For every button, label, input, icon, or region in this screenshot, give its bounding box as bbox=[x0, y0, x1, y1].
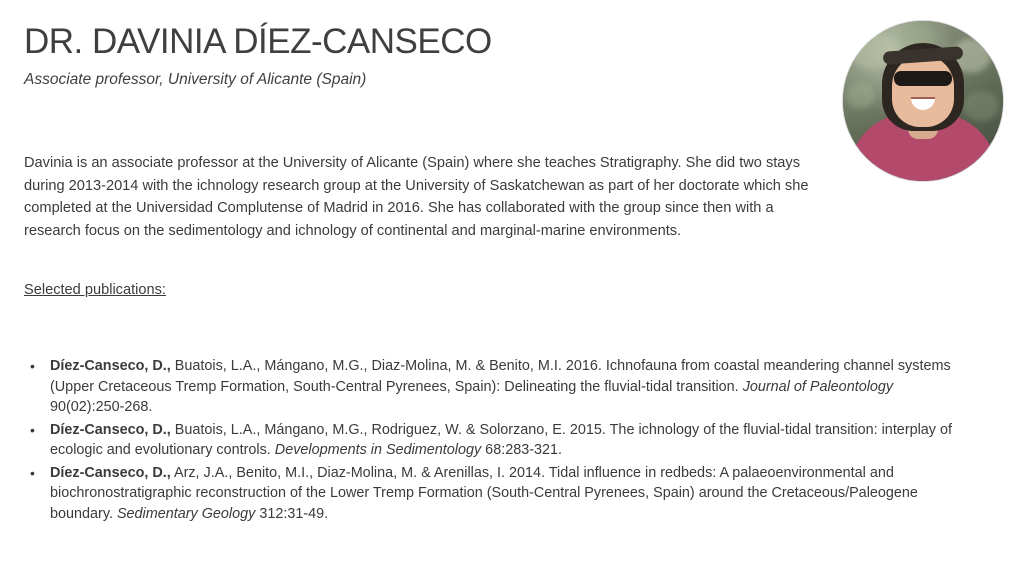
header bbox=[24, 22, 804, 90]
publication-authors: Díez-Canseco, D., bbox=[50, 421, 171, 438]
publication-pages: 312:31-49. bbox=[255, 505, 329, 522]
publication-pages: 90(02):250-268. bbox=[50, 399, 153, 415]
publication-text: Arz, J.A., Benito, M.I., Diaz-Molina, M. & Arenillas, I. 2014. Tidal influence in redbeds: A palaeoenvironmental and biochronostratigraphic reconstruction of the Lower Tremp Formation (South-Central Pyrenees, Spain) around the Cretaceous/Paleogene boundary. bbox=[50, 464, 918, 522]
foliage-speck bbox=[845, 83, 875, 109]
bullet-icon: • bbox=[30, 358, 35, 374]
sunglasses-icon bbox=[894, 71, 952, 86]
publication-authors: Díez-Canseco, D., bbox=[50, 464, 171, 481]
foliage-speck bbox=[963, 91, 999, 121]
list-item bbox=[24, 463, 969, 525]
list-item bbox=[24, 356, 969, 418]
publication-journal: Sedimentary Geology bbox=[116, 505, 256, 522]
publication-text: Buatois, L.A., Mángano, M.G., Diaz-Molina, M. & Benito, M.I. 2016. Ichnofauna from coastal meandering channel systems (Upper Cretaceous Tremp Formation, South-Central Pyrenees, Spain): Delineating the fluvial-tidal transition. bbox=[50, 358, 951, 395]
publications-heading: Selected publications: bbox=[24, 282, 166, 298]
bullet-icon: • bbox=[30, 464, 35, 481]
publication-text: Buatois, L.A., Mángano, M.G., Rodriguez, W. & Solorzano, E. 2015. The ichnology of the fluvial-tidal transition: interplay of ecologic and evolutionary controls. bbox=[50, 421, 953, 458]
publications-list bbox=[24, 356, 969, 526]
publication-journal: Journal of Paleontology bbox=[742, 378, 894, 395]
list-item bbox=[24, 420, 969, 461]
biography-text: Davinia is an associate professor at the University of Alicante (Spain) where she teaches Stratigraphy. She did two stays during 2013-2014 with the ichnology research group at the University of Saskatchewan as part of her doctorate which she completed at the Universidad Complutense of Madrid in 2016. She has collaborated with the group since then with a research focus on the sedimentology and ichnology of continental and marginal-marine environments. bbox=[24, 155, 809, 239]
publication-pages: 68:283-321. bbox=[481, 442, 563, 458]
bullet-icon: • bbox=[30, 421, 35, 438]
publication-authors: Díez-Canseco, D., bbox=[50, 358, 171, 374]
subtitle: Associate professor, University of Alicante (Spain) bbox=[24, 71, 367, 88]
portrait-face bbox=[892, 55, 954, 127]
avatar bbox=[843, 21, 1003, 181]
publication-journal: Developments in Sedimentology bbox=[274, 442, 482, 458]
page-title: DR. DAVINIA DÍEZ-CANSECO bbox=[24, 22, 492, 61]
